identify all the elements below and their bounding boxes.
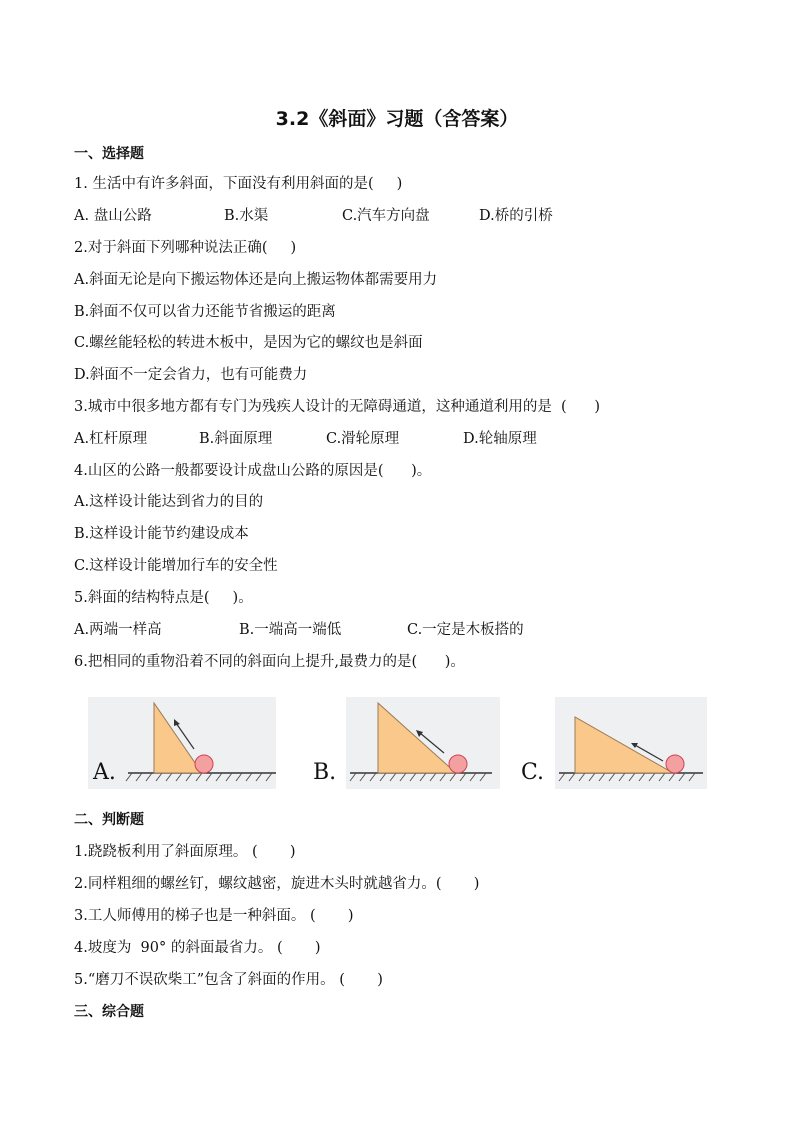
incline-figure-c <box>555 697 707 789</box>
question-6-stem: 6.把相同的重物沿着不同的斜面向上提升,最费力的是( )。 <box>74 654 465 670</box>
figure-label-b: B. <box>313 760 337 785</box>
option-c: C.滑轮原理 <box>326 431 400 447</box>
question-5-options <box>74 620 724 640</box>
section-heading-judgement: 二、判断题 <box>74 812 144 828</box>
option-d: D.桥的引桥 <box>479 208 553 224</box>
option-a: A.两端一样高 <box>74 622 162 638</box>
section-heading-choice: 一、选择题 <box>74 146 144 162</box>
question-3-stem: 3.城市中很多地方都有专门为残疾人设计的无障碍通道，这种通道利用的是 ( ) <box>74 399 601 415</box>
option-b: B.一端高一端低 <box>239 622 342 638</box>
judge-item-4: 4.坡度为 90° 的斜面最省力。 ( ) <box>74 940 321 956</box>
question-2-option-c: C.螺丝能轻松的转进木板中，是因为它的螺纹也是斜面 <box>74 335 423 351</box>
page-title: 3.2《斜面》习题（含答案） <box>275 108 519 130</box>
judge-item-2: 2.同样粗细的螺丝钉，螺纹越密，旋进木头时就越省力。( ) <box>74 876 480 892</box>
option-b: B.水渠 <box>224 208 269 224</box>
weight-ball <box>195 755 213 773</box>
question-4-option-b: B.这样设计能节约建设成本 <box>74 526 249 542</box>
question-2-option-a: A.斜面无论是向下搬运物体还是向上搬运物体都需要用力 <box>74 272 438 288</box>
judge-item-3: 3.工人师傅用的梯子也是一种斜面。 ( ) <box>74 908 354 924</box>
option-a: A. 盘山公路 <box>74 208 152 224</box>
question-4-stem: 4.山区的公路一般都要设计成盘山公路的原因是( )。 <box>74 463 432 479</box>
option-d: D.轮轴原理 <box>463 431 537 447</box>
section-heading-comprehensive: 三、综合题 <box>74 1004 144 1020</box>
weight-ball <box>449 755 467 773</box>
judge-item-1: 1.跷跷板利用了斜面原理。 ( ) <box>74 844 296 860</box>
question-3-options <box>74 429 724 449</box>
figure-label-a: A. <box>93 760 116 785</box>
question-1-options <box>74 206 724 226</box>
question-2-option-d: D.斜面不一定会省力，也有可能费力 <box>74 367 308 383</box>
question-2-stem: 2.对于斜面下列哪种说法正确( ) <box>74 240 297 256</box>
option-a: A.杠杆原理 <box>74 431 148 447</box>
option-c: C.一定是木板搭的 <box>407 622 524 638</box>
judge-item-5: 5.“磨刀不误砍柴工”包含了斜面的作用。 ( ) <box>74 972 383 988</box>
option-b: B.斜面原理 <box>199 431 273 447</box>
question-2-option-b: B.斜面不仅可以省力还能节省搬运的距离 <box>74 304 336 320</box>
question-5-stem: 5.斜面的结构特点是( )。 <box>74 590 253 606</box>
incline-figure-b <box>346 697 500 789</box>
weight-ball <box>666 755 684 773</box>
option-c: C.汽车方向盘 <box>342 208 430 224</box>
question-4-option-a: A.这样设计能达到省力的目的 <box>74 494 264 510</box>
question-1-stem: 1. 生活中有许多斜面，下面没有利用斜面的是( ) <box>74 176 403 192</box>
figure-label-c: C. <box>521 760 545 785</box>
question-4-option-c: C.这样设计能增加行车的安全性 <box>74 558 278 574</box>
incline-figure-a <box>88 697 276 789</box>
